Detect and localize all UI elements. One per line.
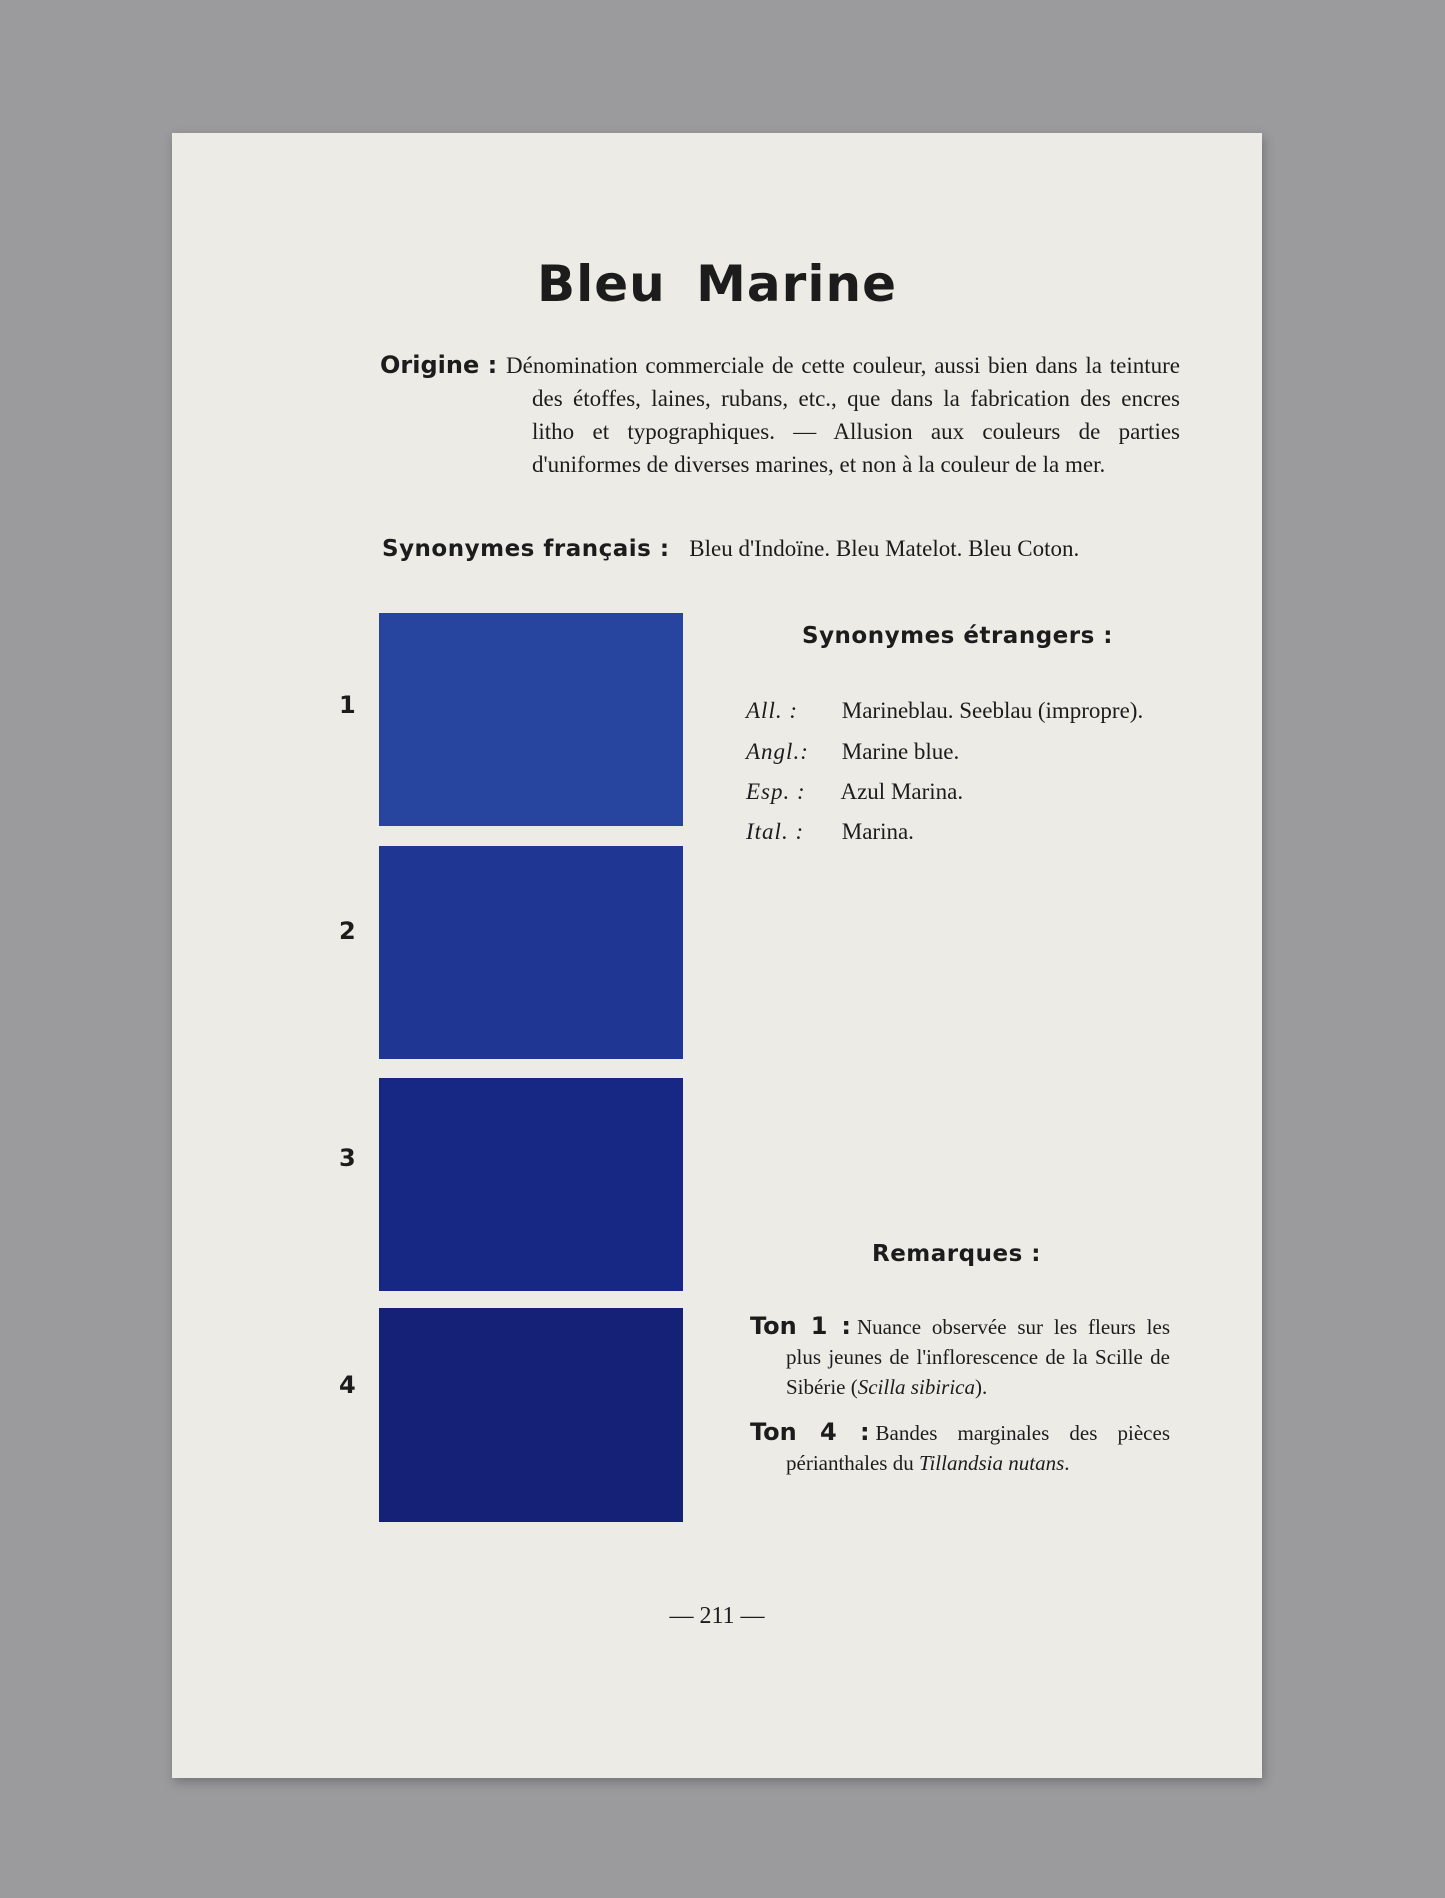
page-number: — 211 — [669,1603,765,1629]
ton-1-species: Scilla sibirica [857,1375,975,1399]
remarques-title: Remarques : [872,1241,1041,1267]
synonyme-etranger-row [746,819,914,845]
ton-1-label: Ton 1 : [750,1312,851,1340]
synonymes-francais-label: Synonymes français : [382,536,670,562]
remarque-ton-4 [750,1417,1170,1478]
swatch-number-4: 4 [339,1371,356,1399]
color-swatch-1 [379,613,683,826]
language-abbrev: Ital. : [746,819,805,844]
ton-4-label: Ton 4 : [750,1418,870,1446]
document-page [172,133,1262,1778]
synonyme-etranger-row [746,739,959,765]
color-swatch-2 [379,846,683,1059]
synonymes-francais-value: Bleu d'Indoïne. Bleu Matelot. Bleu Coton. [689,536,1080,561]
language-abbrev: Esp. : [746,779,806,804]
ton-4-text: Bandes marginales des pièces périanthales du [786,1421,1170,1475]
remarque-ton-1 [750,1311,1170,1402]
origine-label: Origine : [380,351,498,379]
swatch-number-2: 2 [339,917,356,945]
color-swatch-3 [379,1078,683,1291]
swatch-number-3: 3 [339,1144,356,1172]
ton-1-text: Nuance observée sur les fleurs les plus jeunes de l'inflorescence de la Scille de Sibérie ( [786,1315,1171,1399]
synonyme-value: Marine blue. [841,739,960,764]
synonyme-etranger-row [746,698,1143,724]
ton-1-text-end: ). [974,1375,988,1399]
language-abbrev: Angl.: [746,739,809,764]
origine-text: Dénomination commerciale de cette couleur, aussi bien dans la teinture des étoffes, laines, rubans, etc., que dans la fabrication des encres litho et typographiques. — Allusion aux couleurs de parties d'uniformes de diverses marines, et non à la couleur de la mer. [506,353,1180,477]
synonyme-value: Marina. [841,819,914,844]
synonyme-value: Marineblau. Seeblau (impropre). [841,698,1144,723]
ton-4-text-end: . [1064,1451,1070,1475]
synonyme-etranger-row [746,779,963,805]
ton-4-species: Tillandsia nutans [918,1451,1065,1475]
color-swatch-4 [379,1308,683,1522]
synonyme-value: Azul Marina. [840,779,964,804]
synonymes-etrangers-title: Synonymes étrangers : [802,623,1113,649]
synonymes-francais [382,536,1079,562]
language-abbrev: All. : [746,698,798,723]
page-title: Bleu Marine [537,255,897,313]
swatch-number-1: 1 [339,691,356,719]
